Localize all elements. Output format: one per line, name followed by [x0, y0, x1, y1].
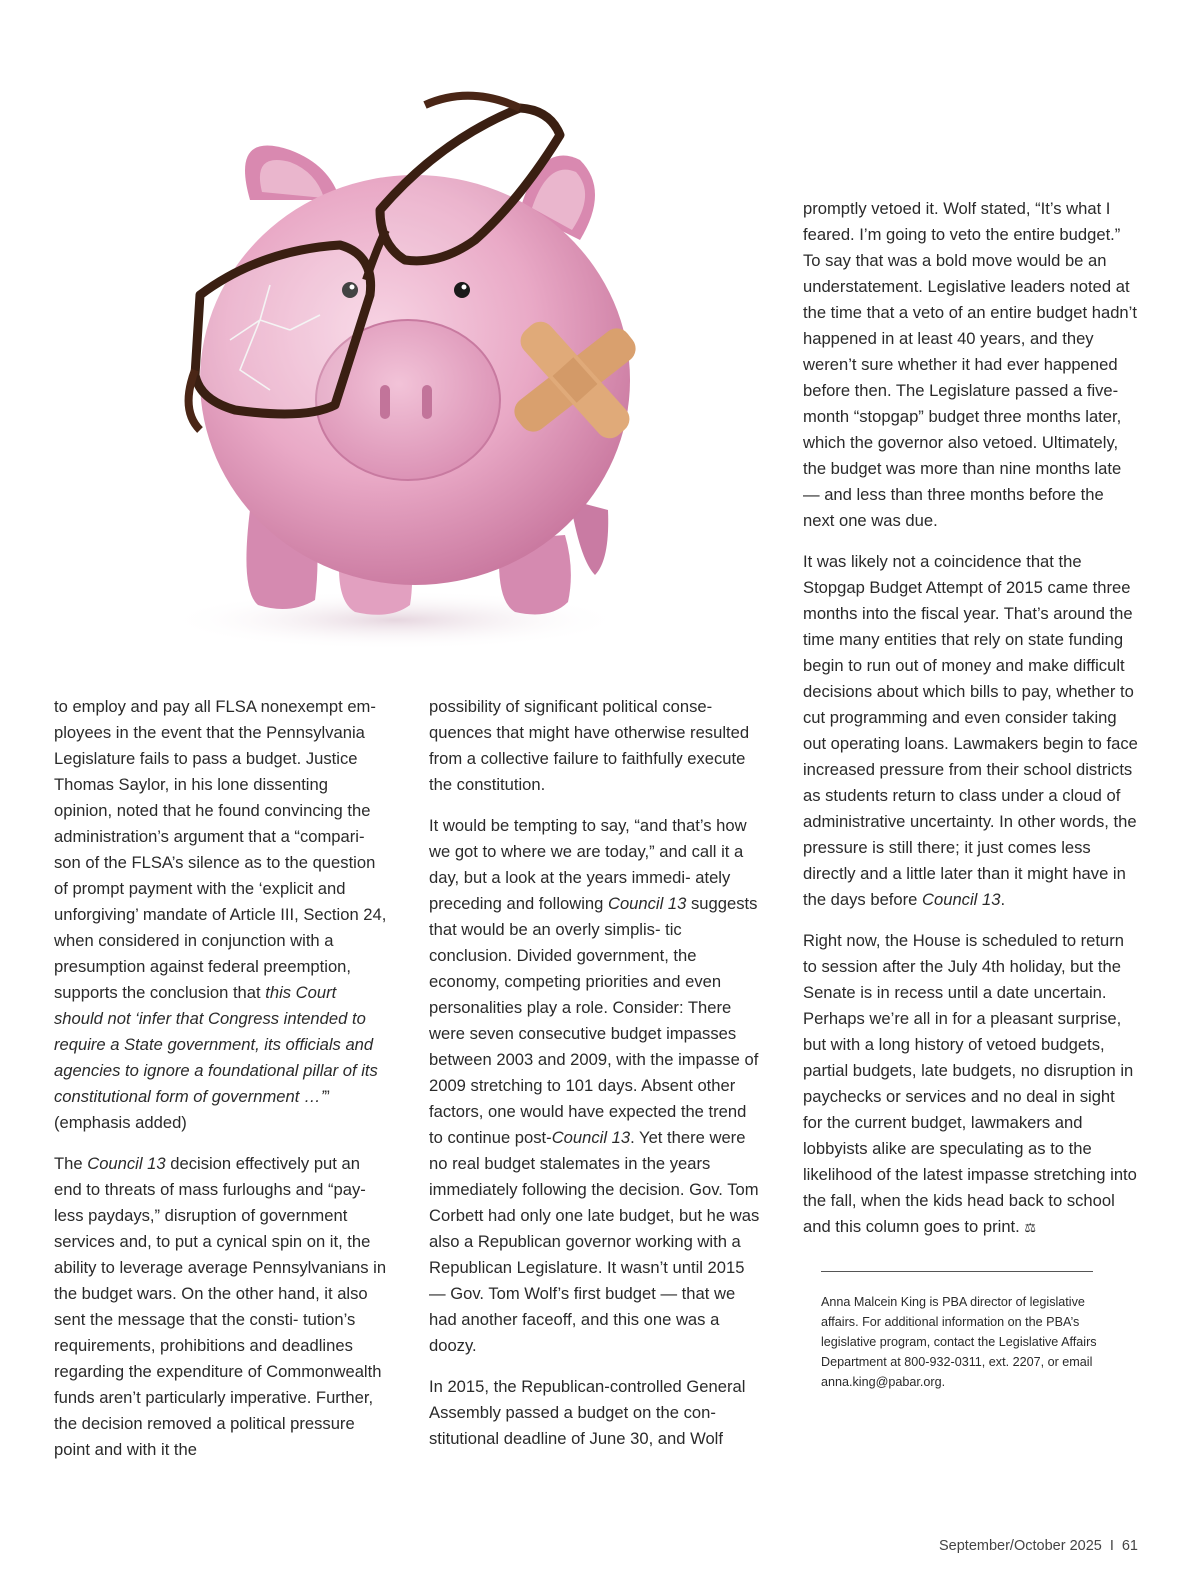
scales-of-justice-icon: ⚖ — [1024, 1220, 1037, 1235]
footer-separator: I — [1109, 1538, 1114, 1554]
paragraph-text: It was likely not a coincidence that the Stopgap Budget Attempt of 2015 came three months into the fiscal year. That’s around the time many entities that rely on state funding begin to run out of money and make difficult decisions about which bills to pay, whether to cut programming and even consider taking out operating loans. Lawmakers begin to face increased pressure from their school districts as students return to class under a cloud of administrative uncertainty. In other words, the pressure is still there; it just comes less directly and a little later than it might have in the days before — [803, 552, 1138, 909]
paragraph — [54, 1151, 389, 1463]
paragraph-text: It would be tempting to say, “and that’s how we got to where we are today,” and call it a day, but a look at the years immedi- ately preceding and following — [429, 816, 747, 913]
paragraph-text: The — [54, 1154, 88, 1173]
paragraph-text: . Yet there were no real budget stalemates in the years immediately following the decision. Gov. Tom Corbett had only one late budget, but he was also a Republican governor working with a Republican Legislature. It wasn’t until 2015 — Gov. Tom Wolf’s first budget — that we had another faceoff, and this one was a doozy. — [429, 1128, 760, 1355]
paragraph — [429, 813, 764, 1359]
case-name: Council 13 — [87, 1154, 166, 1173]
paragraph — [803, 549, 1138, 913]
paragraph-text: . — [1000, 890, 1006, 909]
paragraph-text: decision effectively put an end to threats of mass furloughs and “pay- less paydays,” disruption of government services and, to put a cynical spin on it, the ability to leverage average Pennsylvanians in the budget wars. On the other hand, it also sent the message that the consti- tution’s requirements, prohibitions and deadlines regarding the expenditure of Commonwealth funds aren’t particularly imperative. Further, the decision removed a political pressure point and with it the — [54, 1154, 387, 1459]
paragraph: In 2015, the Republican-controlled General Assembly passed a budget on the con- stitutional deadline of June 30, and Wolf — [429, 1377, 746, 1448]
page-footer — [939, 1538, 1138, 1554]
paragraph — [803, 928, 1138, 1241]
paragraph: possibility of significant political conse- quences that might have otherwise resulted from a collective failure to faithfully execute the constitution. — [429, 697, 750, 794]
article-column-middle — [429, 694, 764, 1467]
paragraph-text: ” (emphasis added) — [54, 1087, 330, 1132]
piggy-bank-illustration — [140, 80, 660, 680]
divider — [821, 1271, 1093, 1272]
paragraph: promptly vetoed it. Wolf stated, “It’s what I feared. I’m going to veto the entire budget.” To say that was a bold move would be an understatement. Legislative leaders noted at the time that a veto of an entire budget hadn’t happened in at least 40 years, and they weren’t sure whether it had ever happened before then. The Legislature passed a five-month “stopgap” budget three months later, which the governor also vetoed. Ultimately, the budget was more than nine months late — and less than three months before the next one was due. — [803, 199, 1137, 530]
paragraph-text: suggests that would be an overly simplis- tic conclusion. Divided government, the economy, competing priorities and even personalities play a role. Consider: There were seven consecutive budget impasses between 2003 and 2009, with the impasse of 2009 stretching to 101 days. Absent other factors, one would have expected the trend to continue post- — [429, 894, 759, 1147]
case-name: Council 13 — [607, 894, 687, 913]
issue-date: September/October 2025 — [939, 1538, 1102, 1554]
paragraph — [54, 694, 389, 1136]
paragraph-text: to employ and pay all FLSA nonexempt em- ployees in the event that the Pennsylvania Legislature fails to pass a budget. Justice Thomas Saylor, in his lone dissenting opinion, noted that he found convincing the administration’s argument that a “compari- son of the FLSA’s silence as to the question of prompt payment with the ‘explicit and unforgiving’ mandate of Article III, Section 24, when considered in conjunction with a presumption against federal preemption, supports the conclusion that — [54, 697, 387, 1002]
article-column-left — [54, 694, 389, 1478]
article-column-right — [803, 196, 1138, 1392]
case-name: Council 13 — [922, 890, 1001, 909]
paragraph-text: Right now, the House is scheduled to return to session after the July 4th holiday, but the Senate is in recess until a date uncertain. Perhaps we’re all in for a pleasant surprise, but with a long history of vetoed budgets, partial budgets, late budgets, no disruption in paychecks or services and no deal in sight for the current budget, lawmakers and lobbyists alike are speculating as to the likelihood of the latest impasse stretching into the fall, when the kids head back to school and this column goes to print. — [803, 931, 1137, 1236]
author-bio: Anna Malcein King is PBA director of legislative affairs. For additional information on the PBA’s legislative program, contact the Legislative Affairs Department at 800-932-0311, ext. 2207, or email anna.king@pabar.org. — [821, 1295, 1097, 1389]
page-number: 61 — [1121, 1538, 1138, 1554]
case-name: Council 13 — [551, 1128, 631, 1147]
quotation-emphasis: this Court should not ‘infer that Congress intended to require a State government, its officials and agencies to ignore a foundational pillar of its constitutional form of government …’ — [54, 983, 378, 1106]
